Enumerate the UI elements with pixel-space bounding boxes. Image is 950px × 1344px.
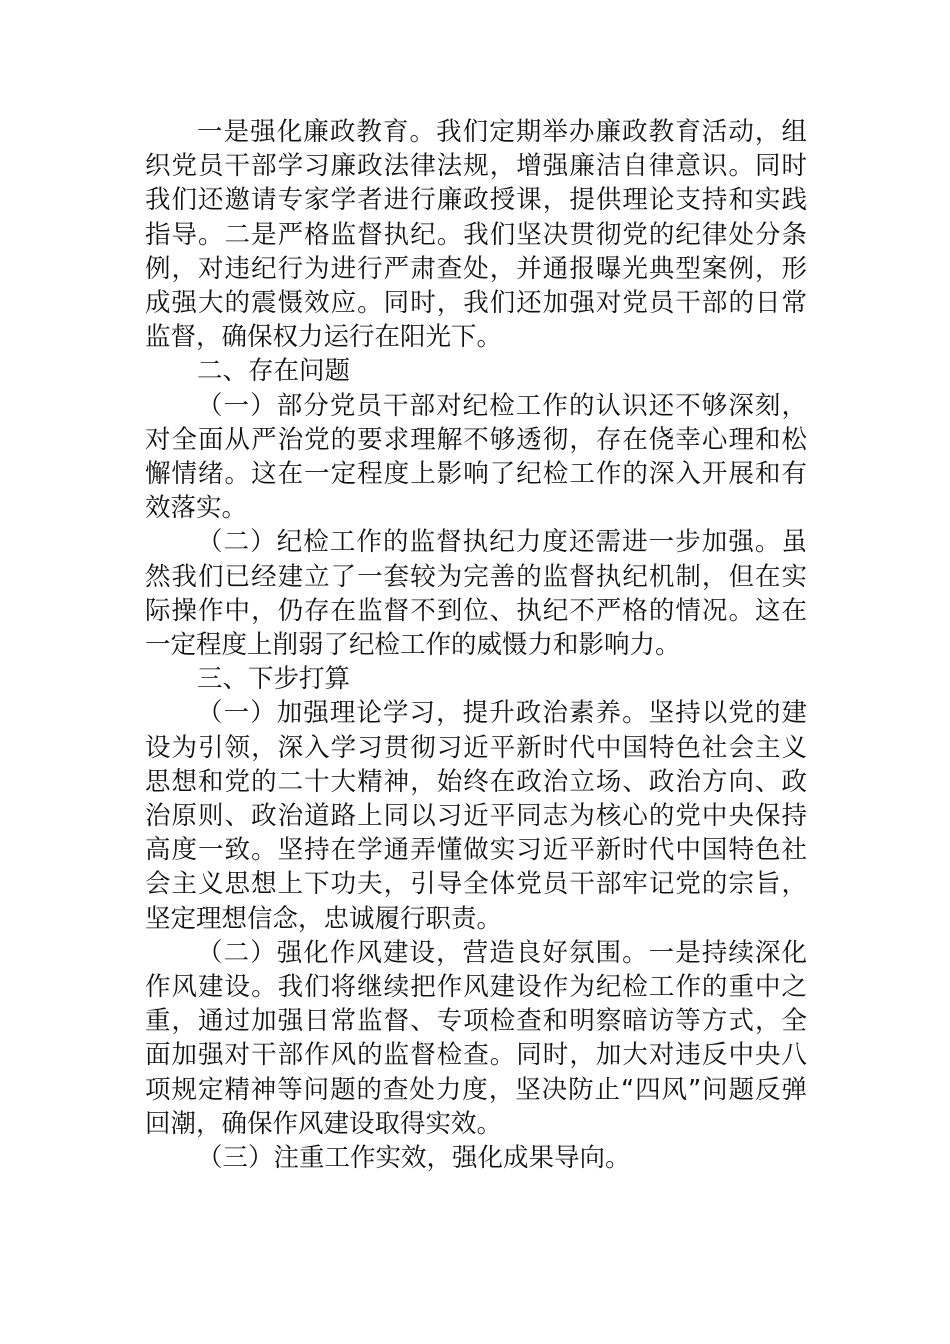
paragraph-next-step-1: （一）加强理论学习，提升政治素养。坚持以党的建设为引领，深入学习贯彻习近平新时代中国特色社会主义思想和党的二十大精神，始终在政治立场、政治方向、政治原则、政治道路上同以习近平同志为核心的党中央保持高度一致。坚持在学通弄懂做实习近平新时代中国特色社会主义思想上下功夫，引导全体党员干部牢记党的宗旨，坚定理想信念，忠诚履行职责。 (145, 698, 807, 934)
paragraph-next-step-2: （二）强化作风建设，营造良好氛围。一是持续深化作风建设。我们将继续把作风建设作为纪检工作的重中之重，通过加强日常监督、专项检查和明察暗访等方式，全面加强对干部作风的监督检查。同时，加大对违反中央八项规定精神等问题的查处力度，坚决防止“四风”问题反弹回潮，确保作风建设取得实效。 (145, 937, 807, 1139)
heading-existing-problems: 二、存在问题 (197, 356, 351, 387)
paragraph-integrity-education: 一是强化廉政教育。我们定期举办廉政教育活动，组织党员干部学习廉政法律法规，增强廉洁自律意识。同时我们还邀请专家学者进行廉政授课，提供理论支持和实践指导。二是严格监督执纪。我们坚决贯彻党的纪律处分条例，对违纪行为进行严肃查处，并通报曝光典型案例，形成强大的震慑效应。同时，我们还加强对党员干部的日常监督，确保权力运行在阳光下。 (145, 117, 807, 353)
paragraph-problem-1: （一）部分党员干部对纪检工作的认识还不够深刻，对全面从严治党的要求理解不够透彻，存在侥幸心理和松懈情绪。这在一定程度上影响了纪检工作的深入开展和有效落实。 (145, 390, 807, 524)
paragraph-problem-2: （二）纪检工作的监督执纪力度还需进一步加强。虽然我们已经建立了一套较为完善的监督执纪机制，但在实际操作中，仍存在监督不到位、执纪不严格的情况。这在一定程度上削弱了纪检工作的威慑力和影响力。 (145, 527, 807, 661)
heading-next-steps: 三、下步打算 (197, 664, 351, 695)
document-body (145, 115, 807, 1175)
paragraph-next-step-3: （三）注重工作实效，强化成果导向。 (197, 1143, 631, 1174)
